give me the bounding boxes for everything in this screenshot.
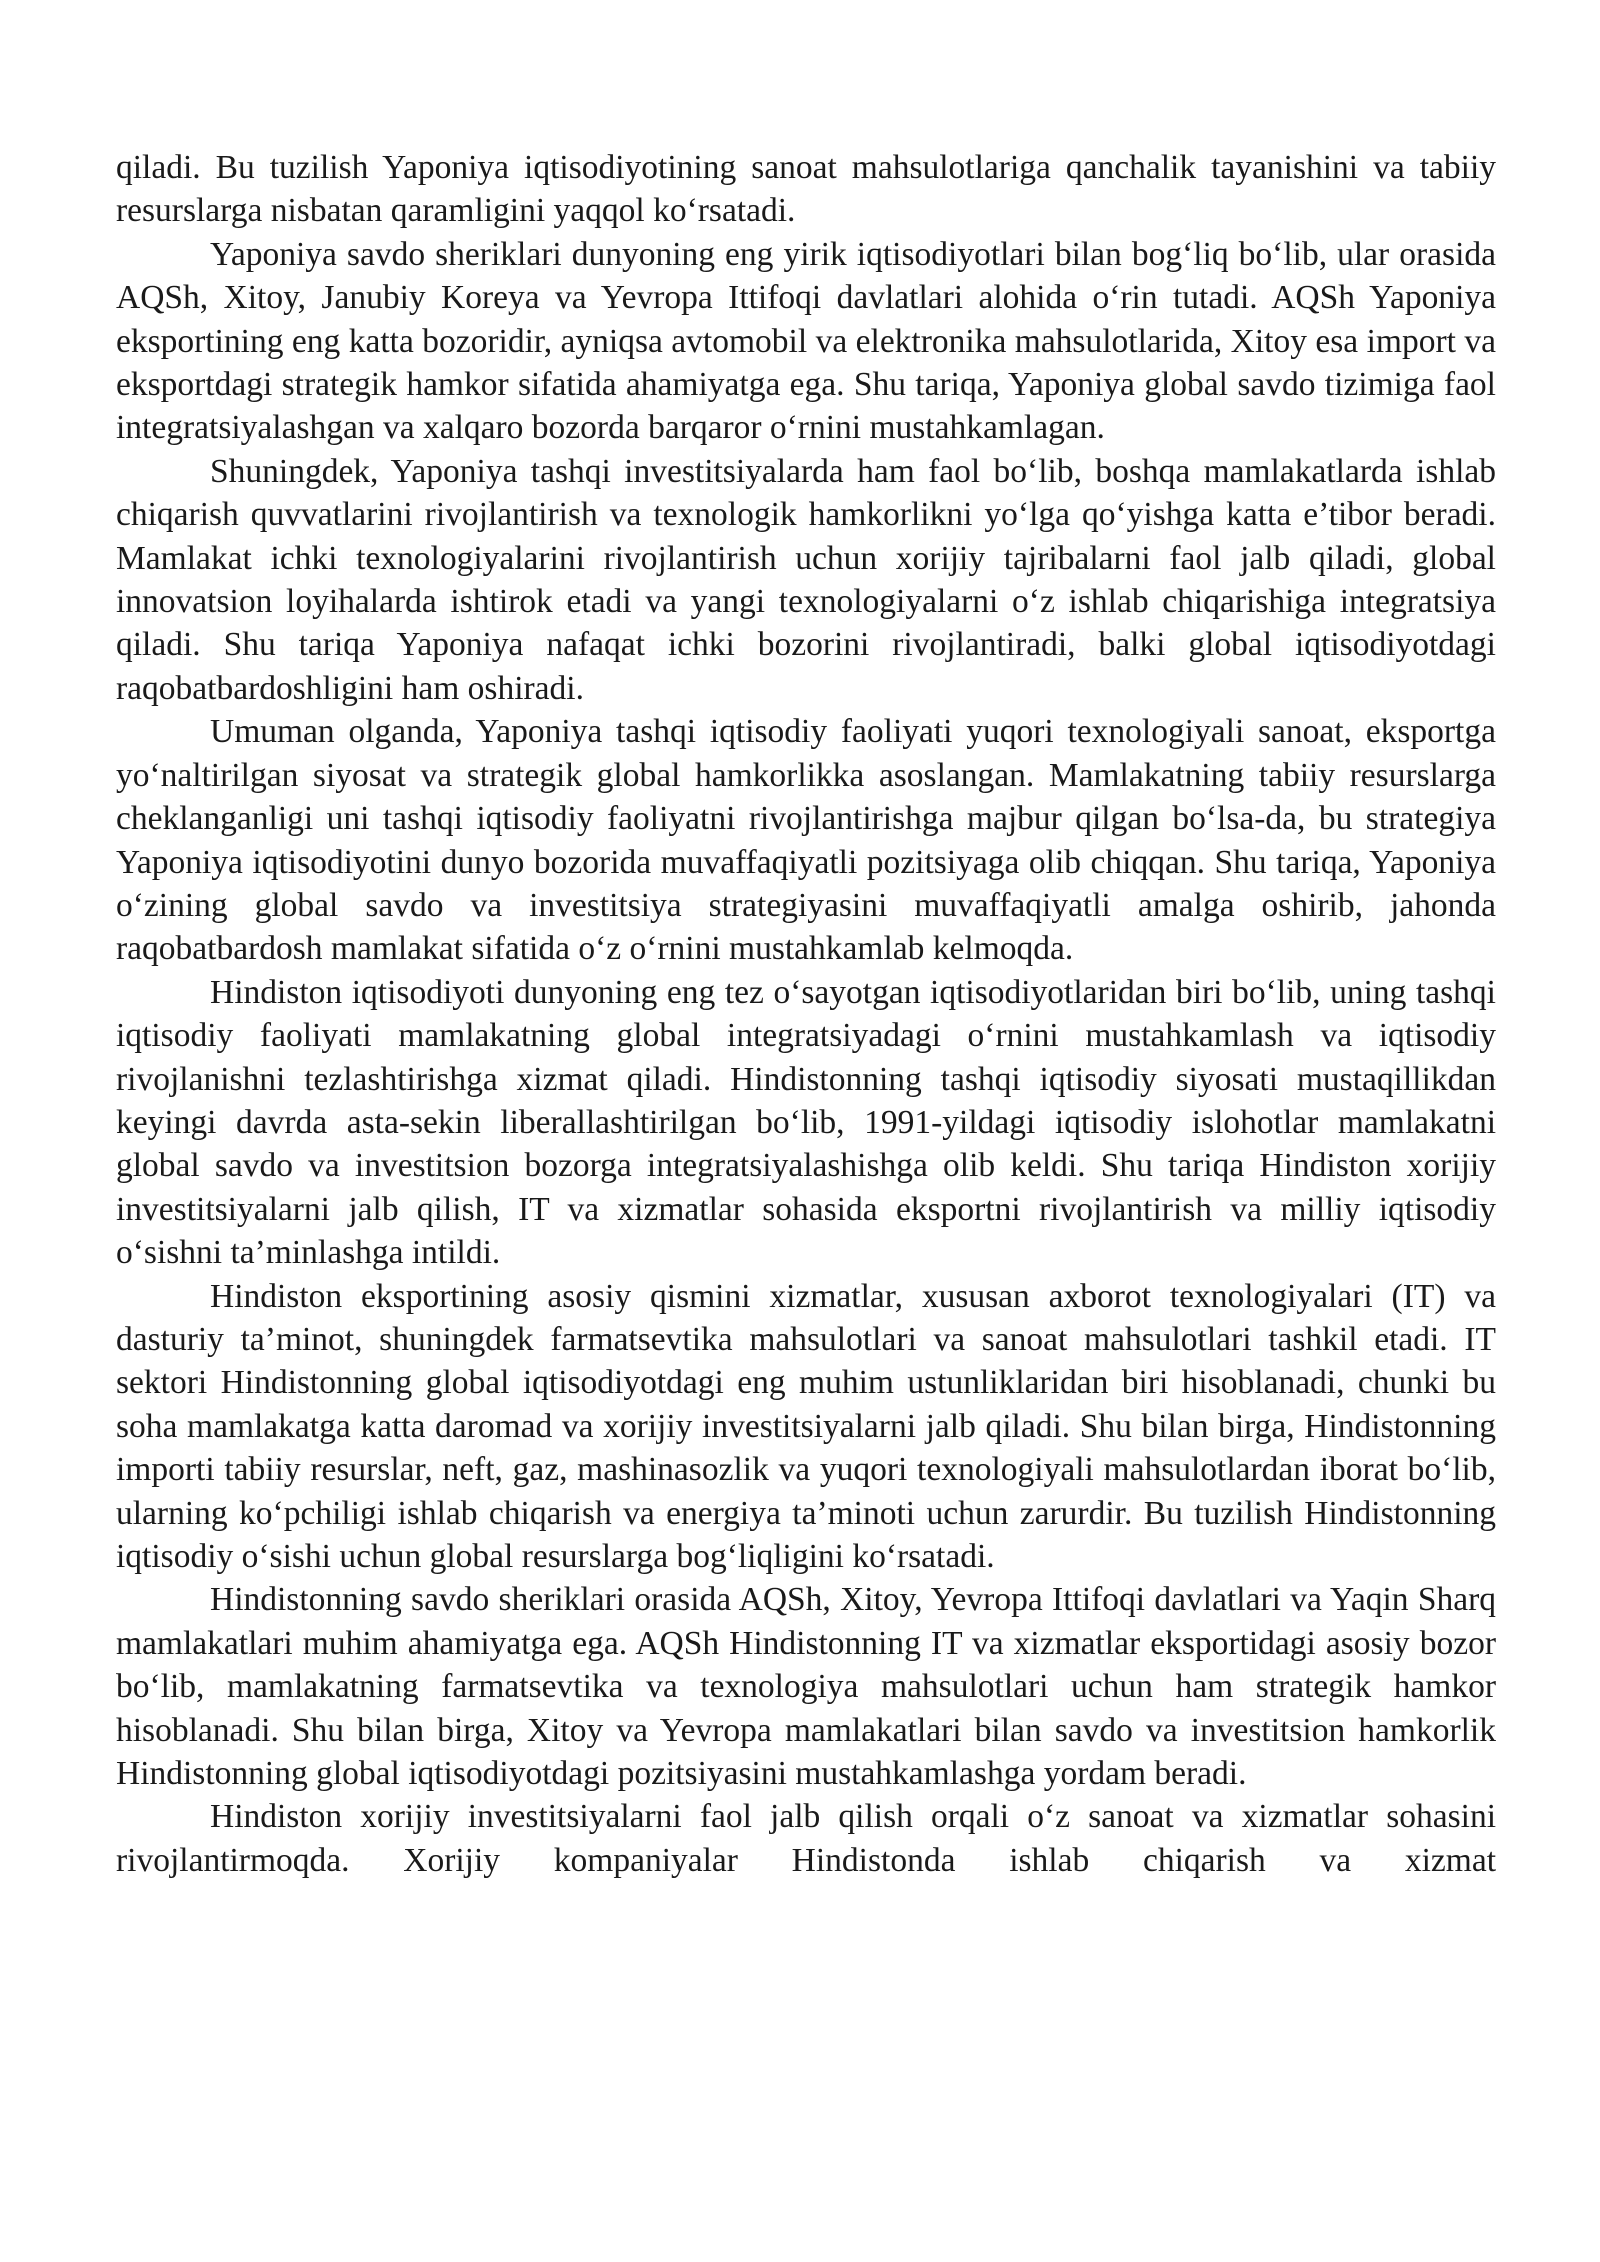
paragraph: Shuningdek, Yaponiya tashqi investitsiyalarda ham faol bo‘lib, boshqa mamlakatlarda ishlab chiqarish quvvatlarini rivojlantirish va texnologik hamkorlikni yo‘lga qo‘yishga katta e’tibor beradi. Mamlakat ichki texnologiyalarini rivojlantirish uchun xorijiy tajribalarni faol jalb qiladi, global innovatsion loyihalarda ishtirok etadi va yangi texnologiyalarni o‘z ishlab chiqarishiga integratsiya qiladi. Shu tariqa Yaponiya nafaqat ichki bozorini rivojlantiradi, balki global iqtisodiyotdagi raqobatbardoshligini ham oshiradi. <box>116 452 1496 707</box>
document-page <box>116 146 1496 1882</box>
paragraph: Hindistonning savdo sheriklari orasida AQSh, Xitoy, Yevropa Ittifoqi davlatlari va Yaqin Sharq mamlakatlari muhim ahamiyatga ega. AQSh Hindistonning IT va xizmatlar eksportidagi asosiy bozor bo‘lib, mamlakatning farmatsevtika va texnologiya mahsulotlari uchun ham strategik hamkor hisoblanadi. Shu bilan birga, Xitoy va Yevropa mamlakatlari bilan savdo va investitsion hamkorlik Hindistonning global iqtisodiyotdagi pozitsiyasini mustahkamlashga yordam beradi. <box>116 1581 1496 1793</box>
paragraph: Hindiston iqtisodiyoti dunyoning eng tez o‘sayotgan iqtisodiyotlaridan biri bo‘lib, uning tashqi iqtisodiy faoliyati mamlakatning global integratsiyadagi o‘rnini mustahkamlash va iqtisodiy rivojlanishni tezlashtirishga xizmat qiladi. Hindistonning tashqi iqtisodiy siyosati mustaqillikdan keyingi davrda asta-sekin liberallashtirilgan bo‘lib, 1991-yildagi iqtisodiy islohotlar mamlakatni global savdo va investitsion bozorga integratsiyalashishga olib keldi. Shu tariqa Hindiston xorijiy investitsiyalarni jalb qilish, IT va xizmatlar sohasida eksportni rivojlantirish va milliy iqtisodiy o‘sishni ta’minlashga intildi. <box>116 973 1496 1272</box>
paragraph: Yaponiya savdo sheriklari dunyoning eng yirik iqtisodiyotlari bilan bog‘liq bo‘lib, ular orasida AQSh, Xitoy, Janubiy Koreya va Yevropa Ittifoqi davlatlari alohida o‘rin tutadi. AQSh Yaponiya eksportining eng katta bozoridir, ayniqsa avtomobil va elektronika mahsulotlarida, Xitoy esa import va eksportdagi strategik hamkor sifatida ahamiyatga ega. Shu tariqa, Yaponiya global savdo tizimiga faol integratsiyalashgan va xalqaro bozorda barqaror o‘rnini mustahkamlagan. <box>116 235 1496 447</box>
paragraph: Hindiston xorijiy investitsiyalarni faol jalb qilish orqali o‘z sanoat va xizmatlar sohasini rivojlantirmoqda. Xorijiy kompaniyalar Hindistonda ishlab chiqarish va xizmat <box>116 1798 1496 1879</box>
paragraph: Hindiston eksportining asosiy qismini xizmatlar, xususan axborot texnologiyalari (IT) va dasturiy ta’minot, shuningdek farmatsevtika mahsulotlari va sanoat mahsulotlari tashkil etadi. IT sektori Hindistonning global iqtisodiyotdagi eng muhim ustunliklaridan biri hisoblanadi, chunki bu soha mamlakatga katta daromad va xorijiy investitsiyalarni jalb qiladi. Shu bilan birga, Hindistonning importi tabiiy resurslar, neft, gaz, mashinasozlik va yuqori texnologiyali mahsulotlardan iborat bo‘lib, ularning ko‘pchiligi ishlab chiqarish va energiya ta’minoti uchun zarurdir. Bu tuzilish Hindistonning iqtisodiy o‘sishi uchun global resurslarga bog‘liqligini ko‘rsatadi. <box>116 1277 1496 1575</box>
paragraph: Umuman olganda, Yaponiya tashqi iqtisodiy faoliyati yuqori texnologiyali sanoat, eksportga yo‘naltirilgan siyosat va strategik global hamkorlikka asoslangan. Mamlakatning tabiiy resurslarga cheklanganligi uni tashqi iqtisodiy faoliyatni rivojlantirishga majbur qilgan bo‘lsa-da, bu strategiya Yaponiya iqtisodiyotini dunyo bozorida muvaffaqiyatli pozitsiyaga olib chiqqan. Shu tariqa, Yaponiya o‘zining global savdo va investitsiya strategiyasini muvaffaqiyatli amalga oshirib, jahonda raqobatbardosh mamlakat sifatida o‘z o‘rnini mustahkamlab kelmoqda. <box>116 713 1496 968</box>
paragraph: qiladi. Bu tuzilish Yaponiya iqtisodiyotining sanoat mahsulotlariga qanchalik tayanishini va tabiiy resurslarga nisbatan qaramligini yaqqol ko‘rsatadi. <box>116 149 1496 230</box>
